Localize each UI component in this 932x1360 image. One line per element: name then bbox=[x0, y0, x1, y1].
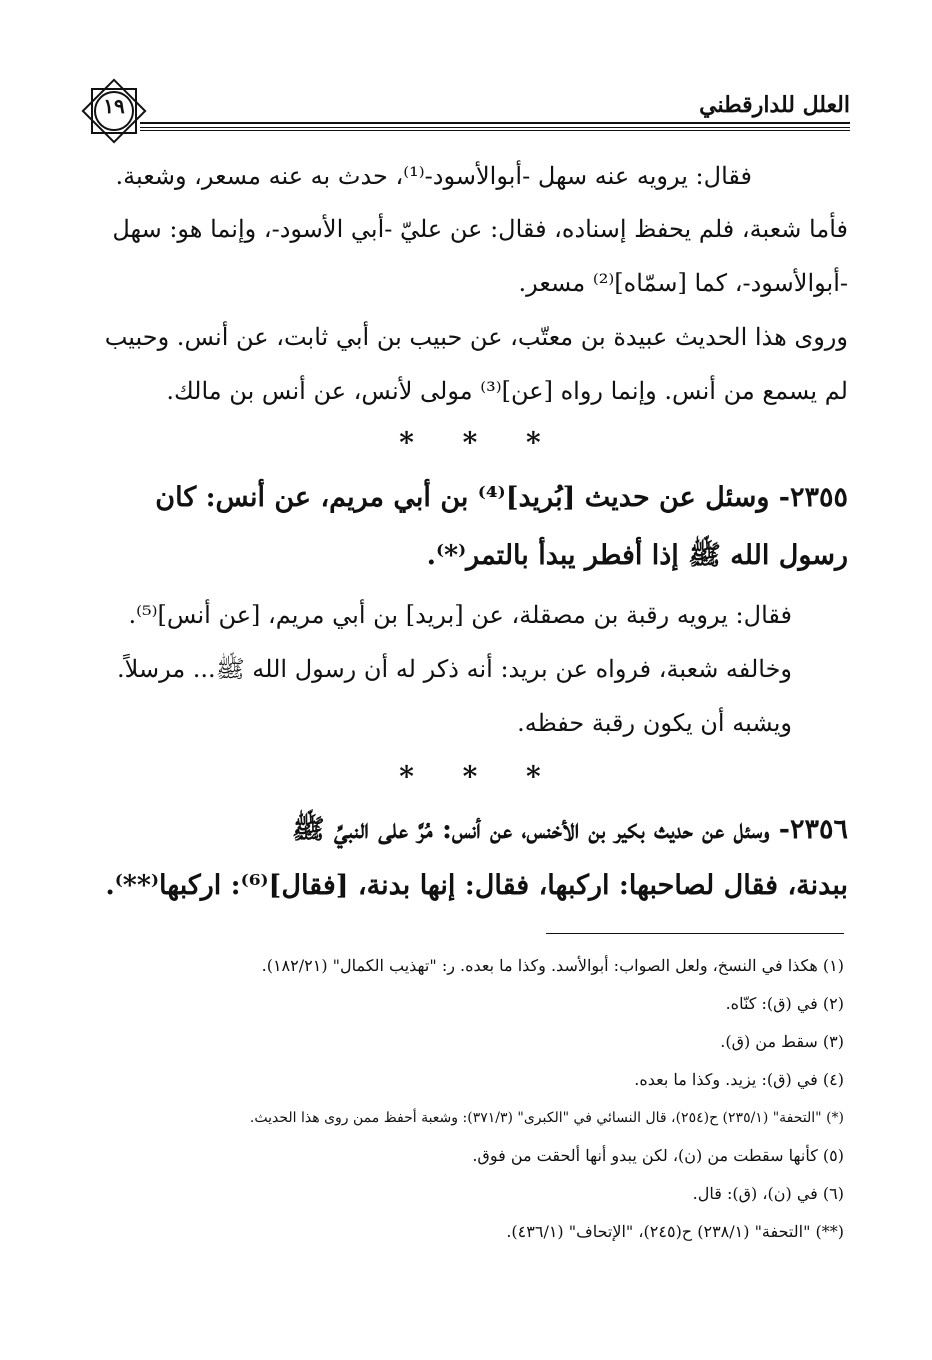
entry-2355-line-1: ٢٣٥٥- وسئل عن حديث [بُريد]⁽⁴⁾ بن أبي مريم، عن أنس: كان bbox=[155, 482, 848, 513]
header-rule-thin-2 bbox=[140, 130, 850, 131]
section-separator-2: * * * bbox=[399, 760, 541, 793]
footnote-double-star: (**) "التحفة" (٢٣٨/١) ح(٢٤٥)، "الإتحاف" (٤٣٦/١). bbox=[506, 1222, 844, 1241]
footnote-4: (٤) في (ق): يزيد. وكذا ما بعده. bbox=[634, 1070, 844, 1089]
footnote-star: (*) "التحفة" (٢٣٥/١) ح(٢٥٤)، قال النسائي في "الكبرى" (٣٧١/٣): وشعبة أحفظ ممن روى هذا الحديث. bbox=[249, 1110, 844, 1126]
paragraph-1: فقال: يرويه عنه سهل -أبوالأسود-⁽¹⁾، حدث به عنه مسعر، وشعبة. bbox=[115, 162, 752, 190]
paragraph-2-line-1: فأما شعبة، فلم يحفظ إسناده، فقال: عن عليّ -أبي الأسود-، وإنما هو: سهل bbox=[112, 215, 848, 243]
entry-2356-line-2: ببدنة، فقال لصاحبها: اركبها، فقال: إنها بدنة، [فقال]⁽⁶⁾: اركبها⁽**⁾. bbox=[105, 870, 848, 901]
page-number: ١٩ bbox=[103, 94, 125, 118]
paragraph-6: ويشبه أن يكون رقبة حفظه. bbox=[517, 709, 792, 737]
section-separator: * * * bbox=[399, 426, 541, 459]
paragraph-5: وخالفه شعبة، فرواه عن بريد: أنه ذكر له أن رسول الله ﷺ... مرسلاً. bbox=[117, 655, 792, 683]
running-header-title: العلل للدارقطني bbox=[699, 92, 850, 118]
header-rule-thin bbox=[140, 127, 850, 128]
footnote-2: (٢) في (ق): كنّاه. bbox=[725, 994, 844, 1013]
footnote-5: (٥) كأنها سقطت من (ن)، لكن يبدو أنها ألحقت من فوق. bbox=[472, 1146, 844, 1165]
footnote-rule bbox=[546, 933, 844, 934]
entry-2355-line-2: رسول الله ﷺ إذا أفطر يبدأ بالتمر⁽*⁾. bbox=[426, 540, 848, 571]
footnote-1: (١) هكذا في النسخ، ولعل الصواب: أبوالأسد. وكذا ما بعده. ر: "تهذيب الكمال" (١٨٢/٢١). bbox=[261, 956, 844, 975]
paragraph-3-line-1: وروى هذا الحديث عبيدة بن معتّب، عن حبيب بن أبي ثابت، عن أنس. وحبيب bbox=[104, 323, 848, 351]
footnote-6: (٦) في (ن)، (ق): قال. bbox=[692, 1184, 844, 1203]
entry-2356-line-1: ٢٣٥٦- وسئل عن حديث بكير بن الأخنس، عن أنس: مُرَّ على النبيِّ ﷺ bbox=[292, 814, 848, 845]
paragraph-2-line-2: -أبوالأسود-، كما [سمّاه]⁽²⁾ مسعر. bbox=[518, 269, 848, 297]
paragraph-4: فقال: يرويه رقبة بن مصقلة، عن [بريد] بن أبي مريم، [عن أنس]⁽⁵⁾. bbox=[128, 601, 792, 629]
header-rule bbox=[140, 122, 850, 124]
footnote-3: (٣) سقط من (ق). bbox=[720, 1032, 844, 1051]
paragraph-3-line-2: لم يسمع من أنس. وإنما رواه [عن]⁽³⁾ مولى لأنس، عن أنس بن مالك. bbox=[166, 377, 848, 405]
